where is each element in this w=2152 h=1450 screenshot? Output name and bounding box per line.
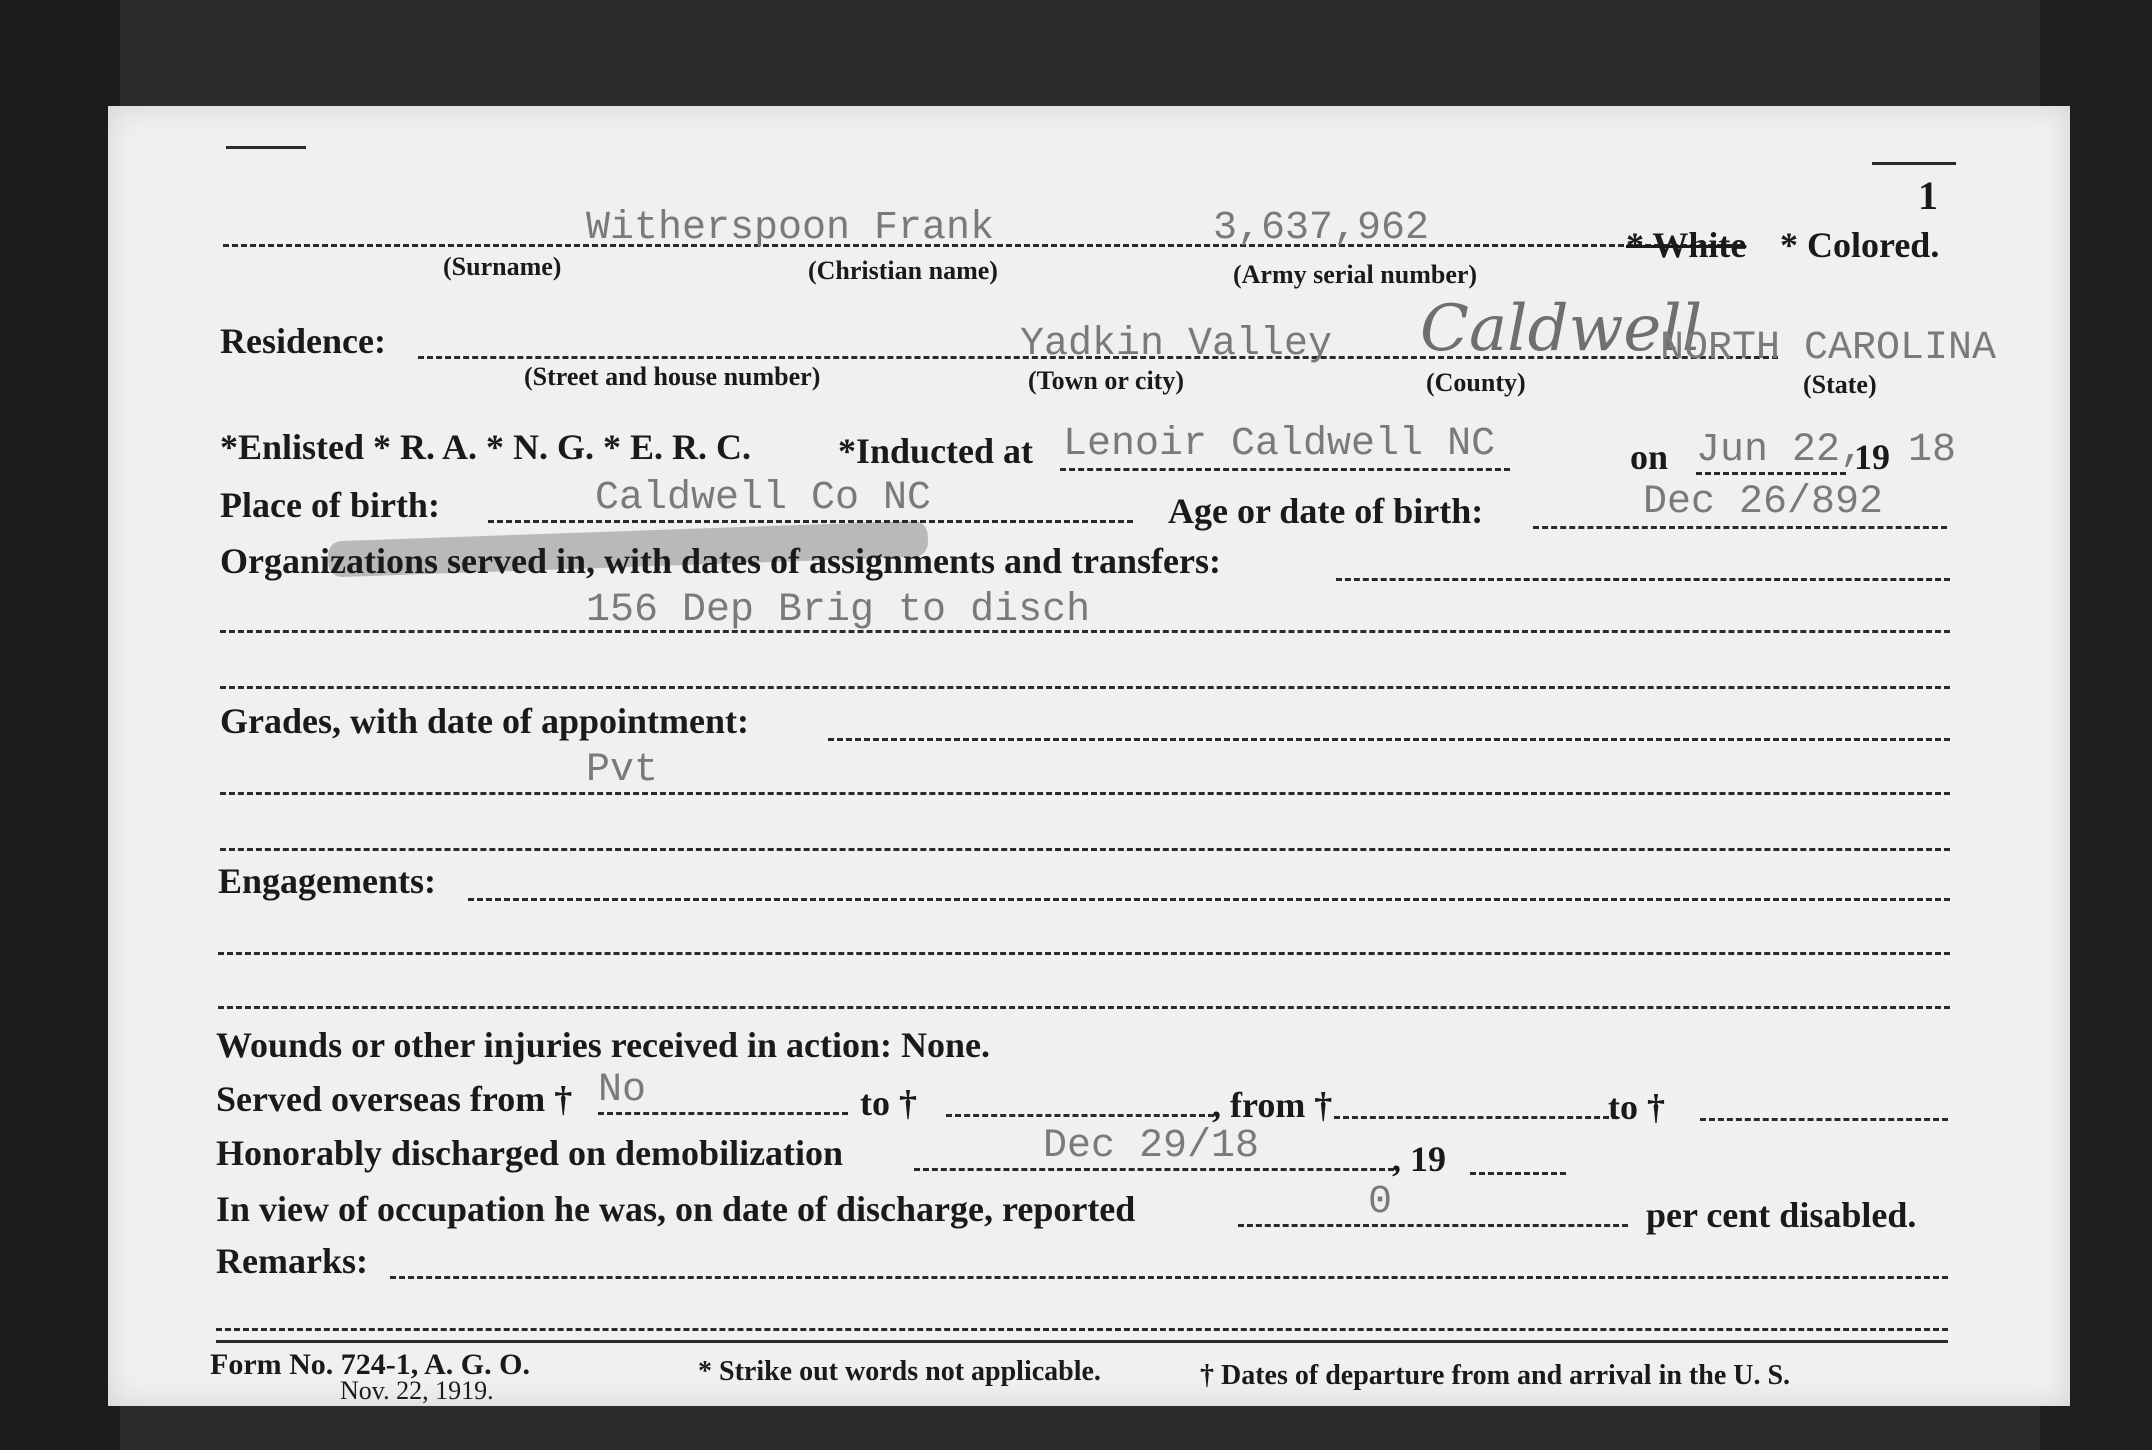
surname-caption: (Surname): [443, 252, 562, 281]
town-caption: (Town or city): [1028, 366, 1184, 395]
typed-overseas: No: [598, 1068, 647, 1113]
inducted-at-line: [1060, 468, 1510, 471]
disability-line: [1238, 1224, 1628, 1227]
discharge-year-label: , 19: [1392, 1139, 1446, 1179]
grades-line-3: [220, 848, 1950, 851]
enlisted-label: *Enlisted * R. A. * N. G. * E. R. C.: [220, 427, 752, 467]
on-label: on: [1630, 437, 1669, 477]
christian-name-caption: (Christian name): [808, 256, 998, 285]
footnote-dates: † Dates of departure from and arrival in the U. S.: [1200, 1360, 1791, 1391]
remarks-line-1: [390, 1276, 1948, 1279]
grades-line-2: [220, 792, 1950, 795]
typed-disability-percent: 0: [1368, 1180, 1393, 1225]
remarks-line-2: [216, 1328, 1948, 1331]
typed-date-of-birth: Dec 26/892: [1643, 480, 1884, 525]
dob-line: [1533, 526, 1947, 529]
age-or-dob-label: Age or date of birth:: [1168, 491, 1484, 531]
typed-discharge-date: Dec 29/18: [1043, 1124, 1260, 1169]
overseas-return-from-label: , from †: [1212, 1085, 1333, 1125]
typed-induction-date: Jun 22,: [1696, 428, 1865, 473]
typed-name: Witherspoon Frank: [586, 206, 995, 251]
inducted-at-label: *Inducted at: [838, 431, 1034, 471]
handwritten-residence-county: Caldwell: [1420, 292, 1703, 366]
typed-induction-year: 18: [1908, 428, 1957, 473]
engagements-line-3: [218, 1006, 1950, 1009]
typed-residence-town: Yadkin Valley: [1020, 322, 1333, 367]
corner-mark-right: [1872, 162, 1956, 165]
grades-line-1: [828, 738, 1950, 741]
wounds-label: Wounds or other injuries received in action: None.: [216, 1025, 990, 1065]
scan-background-left: [0, 0, 120, 1450]
footnote-strike-out: * Strike out words not applicable.: [698, 1356, 1101, 1387]
disability-suffix: per cent disabled.: [1646, 1195, 1917, 1235]
engagements-line-1: [468, 898, 1950, 901]
corner-mark-left: [226, 146, 306, 149]
overseas-return-to-label: to †: [1608, 1087, 1665, 1127]
street-caption: (Street and house number): [524, 362, 821, 391]
typed-organizations: 156 Dep Brig to disch: [586, 588, 1091, 633]
grades-label: Grades, with date of appointment:: [220, 701, 749, 741]
discharge-year-line: [1470, 1172, 1566, 1175]
typed-residence-state: NORTH CAROLINA: [1660, 326, 1997, 371]
serial-number-caption: (Army serial number): [1233, 260, 1478, 289]
overseas-from-label: Served overseas from †: [216, 1079, 573, 1119]
organizations-label: Organizations served in, with dates of assignments and transfers:: [220, 541, 1222, 581]
overseas-return-to-line: [1700, 1118, 1948, 1121]
overseas-to-label: to †: [860, 1083, 917, 1123]
form-date: Nov. 22, 1919.: [340, 1376, 494, 1405]
race-white-label: * White: [1626, 225, 1747, 265]
place-of-birth-label: Place of birth:: [220, 485, 440, 525]
residence-label: Residence:: [220, 321, 386, 361]
typed-serial-number: 3,637,962: [1213, 206, 1430, 251]
typed-grade: Pvt: [586, 748, 659, 793]
engagements-line-2: [218, 952, 1950, 955]
engagements-label: Engagements:: [218, 861, 436, 901]
remarks-label: Remarks:: [216, 1241, 368, 1281]
discharge-label: Honorably discharged on demobilization: [216, 1133, 844, 1173]
card-number: 1: [1918, 173, 1938, 218]
state-caption: (State): [1803, 370, 1877, 399]
typed-inducted-at: Lenoir Caldwell NC: [1063, 422, 1496, 467]
footer-rule: [216, 1340, 1948, 1343]
induction-year-prefix: 19: [1854, 437, 1890, 477]
disability-label: In view of occupation he was, on date of discharge, reported: [216, 1189, 1136, 1229]
overseas-return-from-line: [1334, 1116, 1618, 1119]
form-number: Form No. 724-1, A. G. O.: [210, 1348, 530, 1381]
race-colored-label: * Colored.: [1780, 225, 1940, 265]
typed-place-of-birth: Caldwell Co NC: [595, 476, 932, 521]
organizations-line-3: [220, 686, 1950, 689]
record-card: [108, 106, 2070, 1406]
organizations-line-1: [1336, 578, 1950, 581]
overseas-to-line: [946, 1114, 1214, 1117]
county-caption: (County): [1426, 368, 1526, 397]
